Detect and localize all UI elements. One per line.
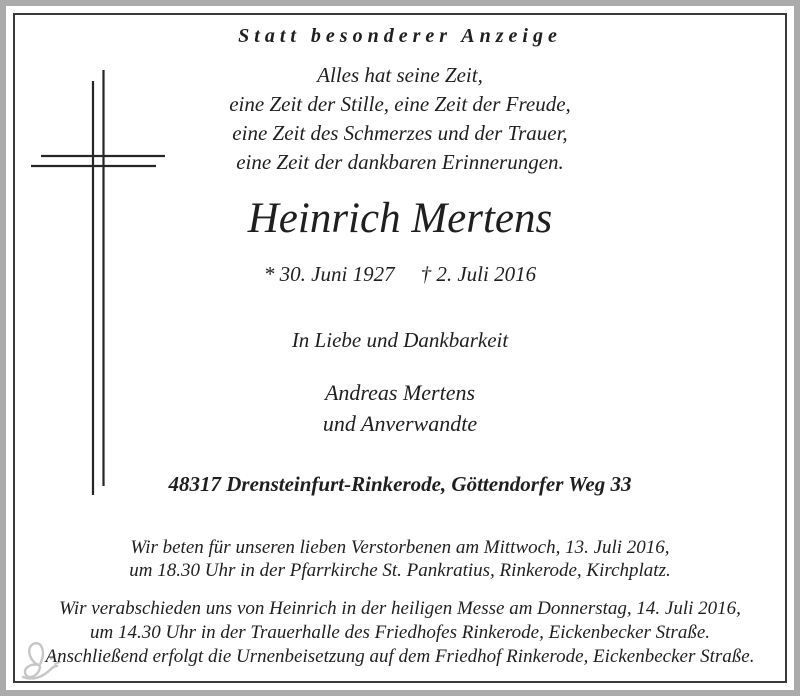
address-line: 48317 Drensteinfurt-Rinkerode, Göttendorfer Weg 33	[168, 472, 632, 496]
poem-line: Alles hat seine Zeit,	[317, 63, 483, 87]
prayer-service-info	[0, 536, 800, 582]
memorial-poem	[0, 61, 800, 177]
poem-line: eine Zeit des Schmerzes und der Trauer,	[232, 121, 568, 145]
notice-type-heading: Statt besonderer Anzeige	[238, 25, 562, 47]
farewell-line: Anschließend erfolgt die Urnenbeisetzung auf dem Friedhof Rinkerode, Eickenbecker Straße.	[45, 646, 755, 667]
life-dates	[0, 261, 800, 287]
tribute-line: In Liebe und Dankbarkeit	[291, 328, 509, 352]
farewell-line: Wir verabschieden uns von Heinrich in der heiligen Messe am Donnerstag, 14. Juli 2016,	[59, 598, 741, 619]
prayer-line: um 18.30 Uhr in der Pfarrkirche St. Pankratius, Rinkerode, Kirchplatz.	[129, 560, 671, 581]
farewell-line: um 14.30 Uhr in der Trauerhalle des Friedhofes Rinkerode, Eickenbecker Straße.	[89, 622, 710, 643]
birth-date: * 30. Juni 1927	[263, 262, 395, 286]
deceased-name: Heinrich Mertens	[247, 195, 553, 242]
mourner-line: und Anverwandte	[322, 411, 478, 436]
mourners	[0, 377, 800, 439]
poem-line: eine Zeit der dankbaren Erinnerungen.	[236, 150, 564, 174]
death-date: † 2. Juli 2016	[420, 262, 537, 286]
prayer-line: Wir beten für unseren lieben Verstorbenen am Mittwoch, 13. Juli 2016,	[130, 537, 670, 558]
mourner-line: Andreas Mertens	[324, 380, 476, 405]
farewell-service-info	[0, 597, 800, 669]
poem-line: eine Zeit der Stille, eine Zeit der Freude,	[229, 92, 571, 116]
